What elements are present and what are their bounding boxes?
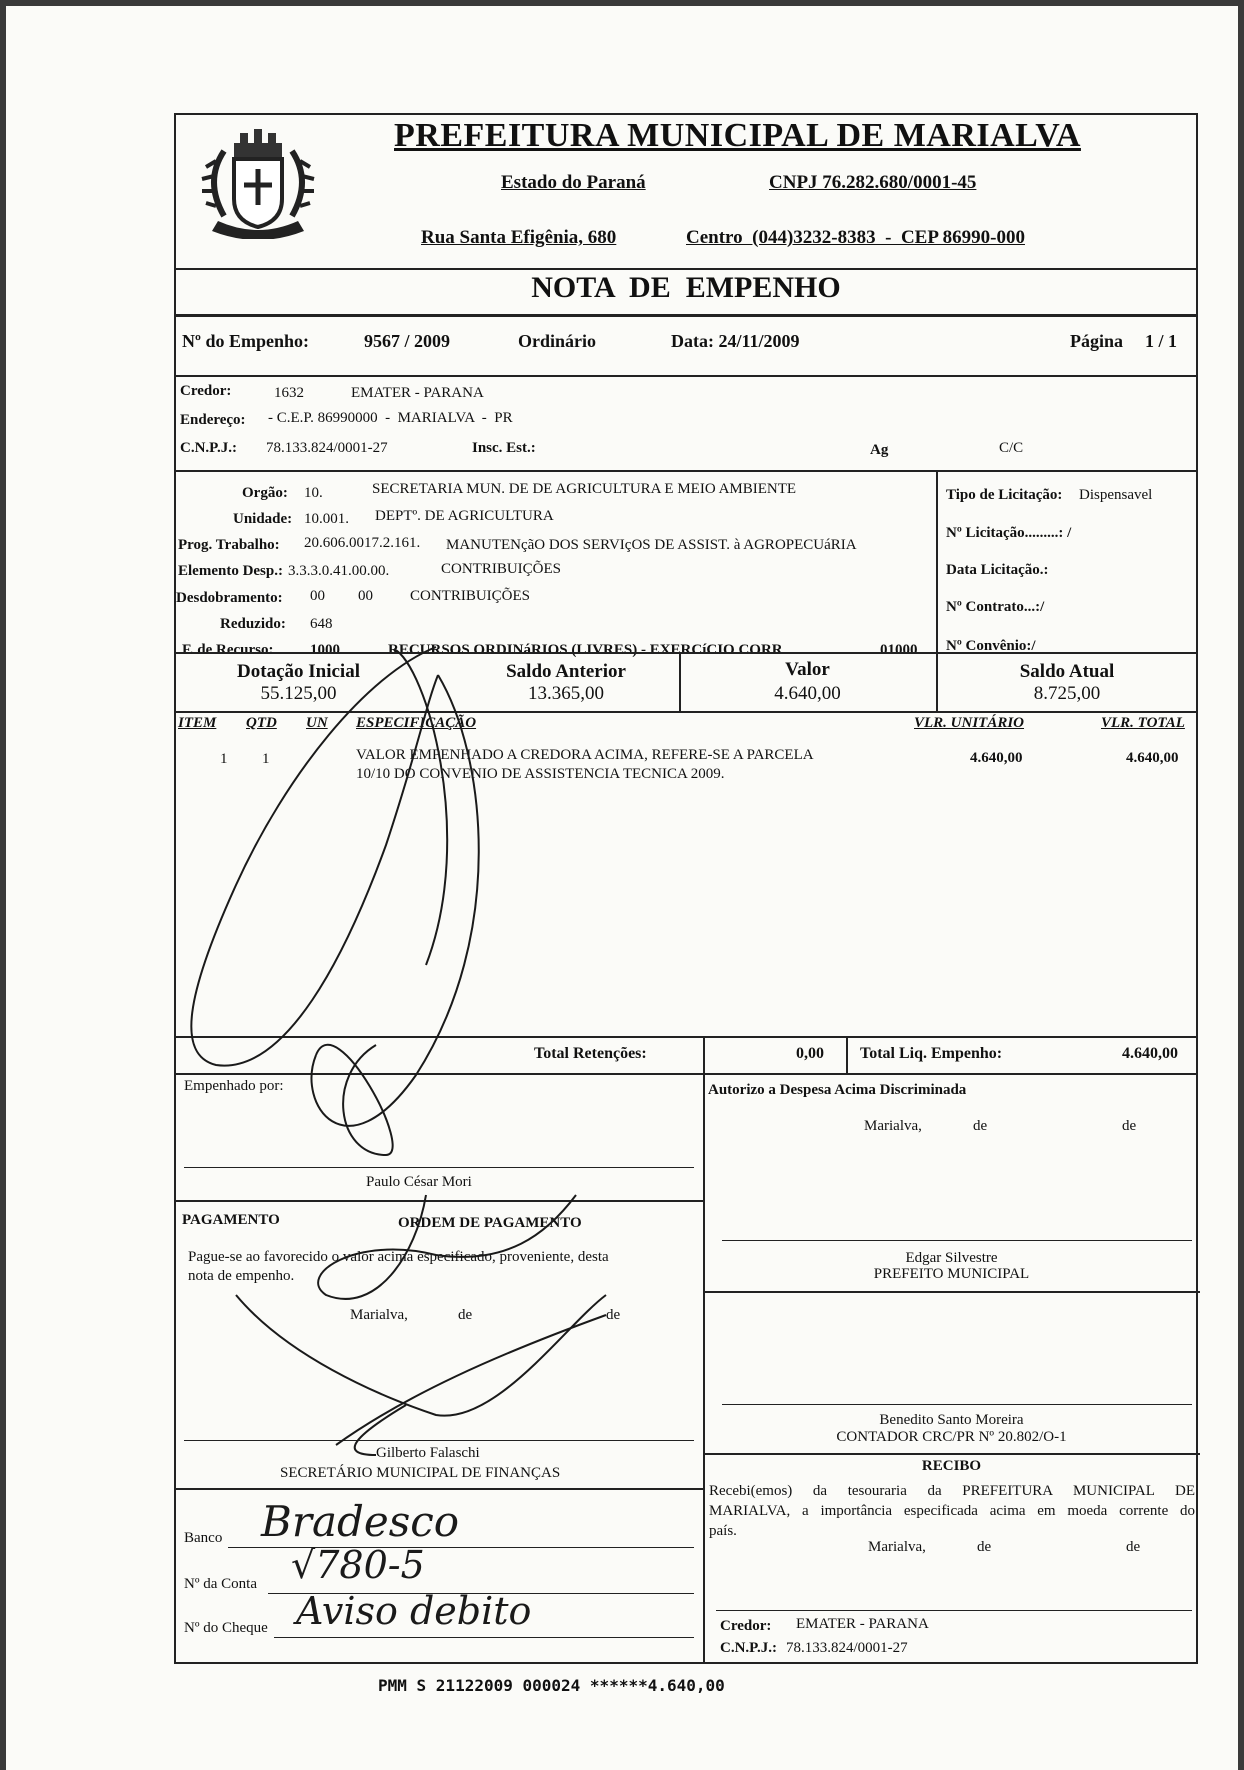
cc-label: C/C	[999, 440, 1024, 456]
header-address: Centro (044)3232-8383 - CEP 86990-000	[686, 227, 1025, 248]
empenho-date: Data: 24/11/2009	[671, 331, 800, 351]
cheque-label: Nº do Cheque	[184, 1620, 268, 1636]
dotacao-label: Dotação Inicial	[237, 661, 360, 682]
orgao-name: SECRETARIA MUN. DE DE AGRICULTURA E MEIO AMBIENTE	[372, 481, 797, 497]
header-title: PREFEITURA MUNICIPAL DE MARIALVA	[394, 117, 1081, 154]
recurso-code: 1000	[310, 642, 340, 658]
dotacao-value: 55.125,00	[260, 683, 337, 704]
col-item: ITEM	[178, 715, 217, 731]
recibo-cnpj-label: C.N.P.J.:	[720, 1640, 777, 1656]
empenhado-label: Empenhado por:	[184, 1078, 284, 1094]
recurso-name: RECURSOS ORDINáRIOS (LIVRES) - EXERCíCIO CORR	[388, 642, 783, 658]
header-state: Estado do Paraná	[501, 172, 646, 193]
empenho-type: Ordinário	[518, 331, 597, 351]
licitacao-convenio: Nº Convênio:/	[946, 638, 1036, 654]
saldo-anterior-label: Saldo Anterior	[506, 661, 626, 682]
licitacao-data: Data Licitação.:	[946, 562, 1049, 578]
licitacao-tipo-label: Tipo de Licitação:	[946, 487, 1063, 503]
orgao-code: 10.	[304, 485, 323, 501]
page-label: Página	[1070, 331, 1124, 351]
desdobramento-name: CONTRIBUIÇÕES	[410, 588, 531, 604]
conta-handwritten: √780-5	[291, 1543, 425, 1587]
elemento-code: 3.3.3.0.41.00.00.	[288, 563, 390, 579]
pagamento-city: Marialva,	[350, 1307, 408, 1323]
document-title: NOTA DE EMPENHO	[531, 271, 841, 304]
licitacao-contrato: Nº Contrato...:/	[946, 599, 1045, 615]
col-un: UN	[306, 715, 328, 731]
recibo-text1: Recebi(emos) da tesouraria da PREFEITURA MUNICIPAL DE	[709, 1483, 1195, 1499]
recibo-cnpj: 78.133.824/0001-27	[786, 1640, 908, 1656]
autorizo-city: Marialva,	[864, 1118, 922, 1134]
recibo-credor-label: Credor:	[720, 1618, 772, 1634]
recurso-extra: 01000	[880, 642, 918, 658]
orgao-label: Orgão:	[242, 485, 288, 501]
row-item: 1	[220, 751, 228, 767]
liq-empenho-label: Total Liq. Empenho:	[860, 1045, 1003, 1062]
desdobramento-a: 00	[310, 588, 325, 604]
desdobramento-b: 00	[358, 588, 373, 604]
municipal-crest-icon	[194, 121, 322, 239]
unidade-name: DEPTº. DE AGRICULTURA	[375, 508, 554, 524]
cheque-handwritten: Aviso debito	[296, 1589, 532, 1633]
valor-value: 4.640,00	[774, 683, 841, 704]
nota-de-empenho-form	[174, 113, 1198, 1664]
elemento-label: Elemento Desp.:	[178, 563, 283, 579]
col-especificacao: ESPECIFICAÇÃO	[356, 715, 477, 731]
col-vlr-unitario: VLR. UNITÁRIO	[914, 715, 1025, 731]
saldo-atual-value: 8.725,00	[1033, 683, 1101, 704]
retencoes-label: Total Retenções:	[534, 1045, 647, 1062]
recibo-de2: de	[1126, 1539, 1141, 1555]
document-page	[6, 6, 1238, 1770]
autorizo-de2: de	[1122, 1118, 1137, 1134]
secretario-role: SECRETÁRIO MUNICIPAL DE FINANÇAS	[280, 1465, 561, 1481]
prefeito-role: PREFEITO MUNICIPAL	[873, 1266, 1030, 1282]
autorizo-label: Autorizo a Despesa Acima Discriminada	[708, 1082, 967, 1098]
secretario-name: Gilberto Falaschi	[376, 1445, 480, 1461]
insc-est-label: Insc. Est.:	[472, 440, 536, 456]
empenhado-name: Paulo César Mori	[366, 1174, 472, 1190]
row-desc-line1: VALOR EMPENHADO A CREDORA ACIMA, REFERE-SE A PARCELA	[356, 747, 814, 763]
liq-empenho-value: 4.640,00	[1122, 1045, 1178, 1062]
licitacao-num: Nº Licitação.........: /	[946, 525, 1072, 541]
header-cnpj: CNPJ 76.282.680/0001-45	[769, 172, 977, 193]
col-vlr-total: VLR. TOTAL	[1101, 715, 1185, 731]
prog-name: MANUTENçãO DOS SERVIçOS DE ASSIST. à AGROPECUáRIA	[446, 537, 857, 553]
credor-name: EMATER - PARANA	[351, 385, 484, 401]
recibo-de1: de	[977, 1539, 992, 1555]
unidade-label: Unidade:	[233, 511, 293, 527]
recibo-text2: MARIALVA, a importância especificada acima em moeda corrente do	[709, 1503, 1195, 1519]
ordem-pagamento-label: ORDEM DE PAGAMENTO	[398, 1215, 582, 1231]
recibo-title: RECIBO	[921, 1458, 982, 1474]
pagamento-de2: de	[606, 1307, 621, 1323]
contador-role: CONTADOR CRC/PR Nº 20.802/O-1	[836, 1429, 1067, 1445]
contador-name: Benedito Santo Moreira	[879, 1412, 1024, 1428]
banco-label: Banco	[184, 1530, 223, 1546]
pagamento-de1: de	[458, 1307, 473, 1323]
pagamento-label: PAGAMENTO	[182, 1212, 280, 1228]
row-vlr-total: 4.640,00	[1126, 750, 1179, 766]
elemento-name: CONTRIBUIÇÕES	[441, 561, 562, 577]
valor-label: Valor	[785, 659, 830, 680]
retencoes-value: 0,00	[796, 1045, 824, 1062]
reduzido-label: Reduzido:	[220, 616, 286, 632]
empenho-label: Nº do Empenho:	[182, 331, 309, 351]
desdobramento-label: Desdobramento:	[176, 590, 283, 606]
reduzido-value: 648	[310, 616, 333, 632]
recibo-credor: EMATER - PARANA	[796, 1616, 929, 1632]
credor-cnpj: 78.133.824/0001-27	[266, 440, 388, 456]
credor-label: Credor:	[180, 383, 232, 399]
saldo-atual-label: Saldo Atual	[1019, 661, 1115, 682]
prefeito-name: Edgar Silvestre	[905, 1250, 998, 1266]
prog-label: Prog. Trabalho:	[178, 537, 280, 553]
autorizo-de1: de	[973, 1118, 988, 1134]
col-qtd: QTD	[246, 715, 277, 731]
credor-address: - C.E.P. 86990000 - MARIALVA - PR	[268, 410, 513, 426]
row-vlr-unitario: 4.640,00	[970, 750, 1023, 766]
ag-label: Ag	[870, 442, 889, 458]
pagamento-text1: Pague-se ao favorecido o valor acima especificado, proveniente, desta	[188, 1249, 609, 1265]
recurso-label: F. de Recurso:	[182, 642, 274, 658]
prog-code: 20.606.0017.2.161.	[304, 535, 421, 551]
row-desc-line2: 10/10 DO CONVENIO DE ASSISTENCIA TECNICA 2009.	[356, 766, 725, 782]
recibo-text3: país.	[709, 1523, 737, 1539]
recibo-city: Marialva,	[868, 1539, 926, 1555]
saldo-anterior-value: 13.365,00	[528, 683, 604, 704]
row-qtd: 1	[262, 751, 270, 767]
banco-handwritten: Bradesco	[261, 1497, 460, 1546]
licitacao-tipo: Dispensavel	[1079, 487, 1153, 503]
header-street: Rua Santa Efigênia, 680	[421, 227, 617, 248]
empenho-number: 9567 / 2009	[364, 331, 451, 351]
conta-label: Nº da Conta	[184, 1576, 257, 1592]
credor-code: 1632	[274, 385, 304, 401]
footer-stamp: PMM S 21122009 000024 ******4.640,00	[378, 1676, 725, 1695]
page-value: 1 / 1	[1145, 331, 1178, 351]
credor-cnpj-label: C.N.P.J.:	[180, 440, 237, 456]
credor-address-label: Endereço:	[180, 412, 246, 428]
pagamento-text2: nota de empenho.	[188, 1268, 295, 1284]
unidade-code: 10.001.	[304, 511, 349, 527]
